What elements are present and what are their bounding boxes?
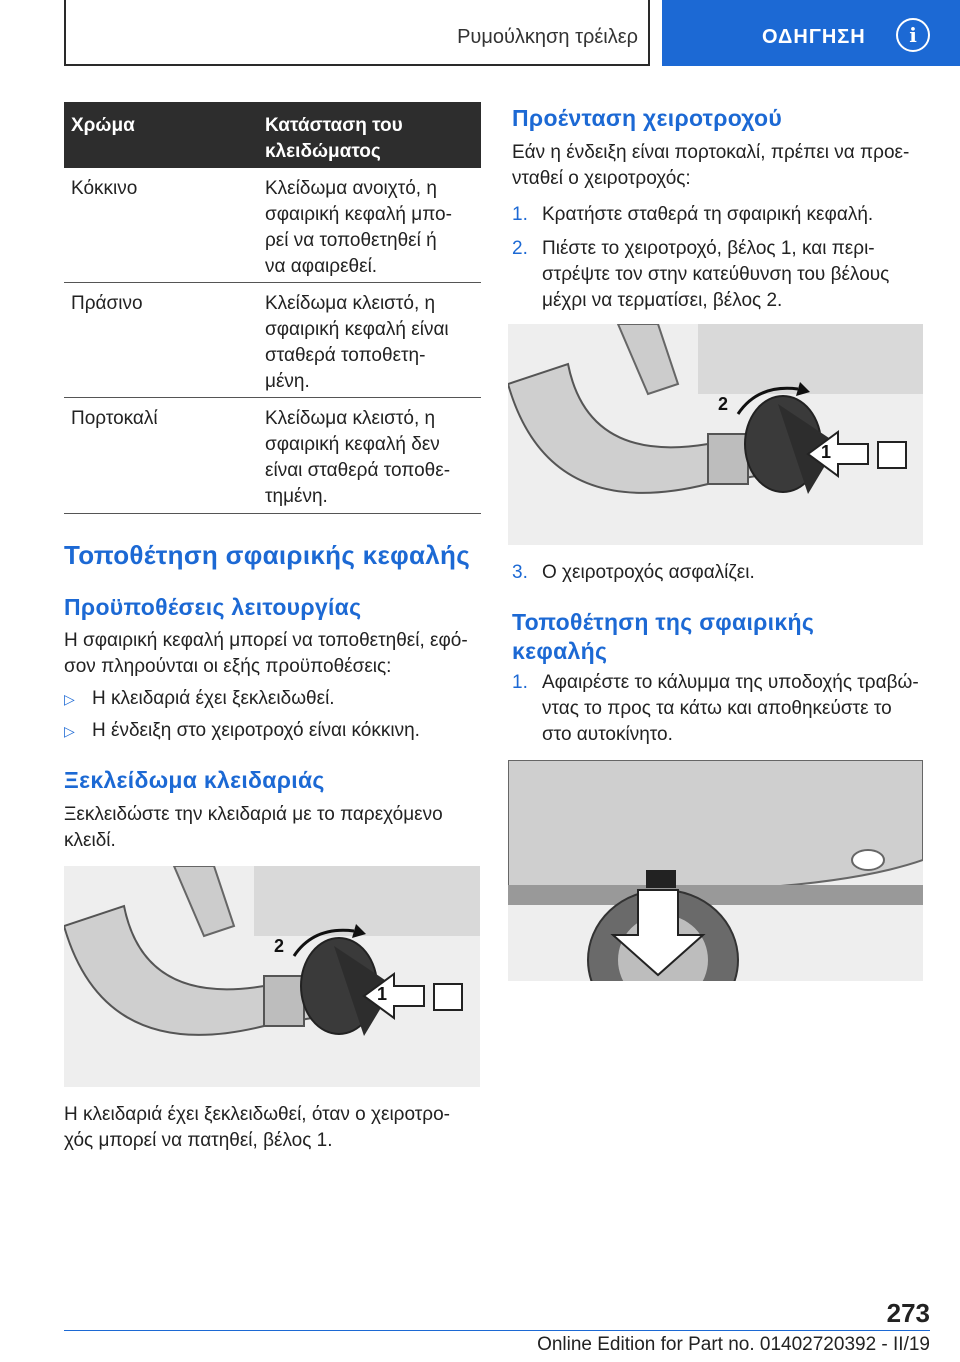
arrow-2-label: 2 — [718, 394, 729, 414]
arrow-1-label: 1 — [821, 442, 832, 462]
step-text: Πιέστε το χειροτροχό, βέλος 1, και περι‐ στρέψτε τον στην κατεύθυνση του βέλους μέχρι να τερματίσει, βέλος 2. — [542, 238, 890, 311]
list-item — [64, 686, 484, 712]
arrow-2-label: 2 — [274, 936, 285, 956]
list-item — [512, 236, 932, 314]
subheading-unlock: Ξεκλείδωμα κλειδαριάς — [64, 767, 325, 793]
list-item — [64, 718, 484, 744]
table-row — [64, 168, 481, 283]
chapter-tab[interactable] — [662, 0, 960, 66]
lock-status-table — [64, 102, 481, 514]
figure-caption: Η κλειδαριά έχει ξεκλειδωθεί, όταν ο χειροτρο‐ χός μπορεί να πατηθεί, βέλος 1. — [64, 1104, 450, 1151]
column-header-color: Χρώμα — [71, 115, 135, 136]
table-row — [64, 283, 481, 398]
unlock-text: Ξεκλειδώστε την κλειδαριά με το παρεχόμενο κλειδί. — [64, 804, 443, 851]
footer-divider — [64, 1330, 930, 1331]
figure-handwheel-pretension — [508, 324, 923, 545]
prerequisites-text: Η σφαιρική κεφαλή μπορεί να τοποθετηθεί, εφό‐ σον πληρούνται οι εξής προϋποθέσεις: — [64, 630, 468, 677]
step-text: Ο χειροτροχός ασφαλίζει. — [542, 562, 755, 583]
table-cell-status: Κλείδωμα κλειστό, η σφαιρική κεφαλή είναι σταθερά τοποθετη‐ μένη. — [265, 293, 449, 392]
subheading-prerequisites: Προϋποθέσεις λειτουργίας — [64, 594, 362, 620]
step-number: 2. — [512, 238, 528, 259]
table-header-row — [64, 102, 481, 168]
table-cell-color: Πράσινο — [71, 293, 143, 314]
list-item-text: Η ένδειξη στο χειροτροχό είναι κόκκινη. — [92, 720, 420, 741]
list-item — [512, 560, 932, 586]
list-item — [512, 202, 932, 228]
step-number: 1. — [512, 204, 528, 225]
section-title: Ρυμούλκηση τρέιλερ — [457, 26, 638, 48]
triangle-bullet-icon: ▷ — [64, 691, 75, 707]
section-heading-mounting: Τοποθέτηση σφαιρικής κεφαλής — [64, 540, 471, 570]
table-row — [64, 398, 481, 514]
table-cell-color: Κόκκινο — [71, 178, 138, 199]
figure-receiver-cover — [508, 760, 923, 981]
step-number: 3. — [512, 562, 528, 583]
page-number: 273 — [886, 1298, 930, 1328]
pretension-text: Εάν η ένδειξη είναι πορτοκαλί, πρέπει να προε‐ νταθεί ο χειροτροχός: — [512, 142, 910, 189]
step-number: 1. — [512, 672, 528, 693]
step-text: Αφαιρέστε το κάλυμμα της υποδοχής τραβώ‐ ντας το προς τα κάτω και αποθηκεύστε το στο αυτοκίνητο. — [542, 672, 919, 745]
chapter-tab-label: ΟΔΗΓΗΣΗ — [762, 26, 866, 48]
subheading-pretension: Προένταση χειροτροχού — [512, 105, 783, 131]
table-cell-status: Κλείδωμα ανοιχτό, η σφαιρική κεφαλή μπο‐ ρεί να τοποθετηθεί ή να αφαιρεθεί. — [265, 178, 452, 277]
subheading-mount-ball-head: Τοποθέτηση της σφαιρικής κεφαλής — [512, 609, 815, 664]
list-item-text: Η κλειδαριά έχει ξεκλειδωθεί. — [92, 688, 335, 709]
figure-handwheel-unlocked — [64, 866, 480, 1087]
table-cell-status: Κλείδωμα κλειστό, η σφαιρική κεφαλή δεν είναι σταθερά τοποθε‐ τημένη. — [265, 408, 451, 507]
triangle-bullet-icon: ▷ — [64, 723, 75, 739]
table-cell-color: Πορτοκαλί — [71, 408, 158, 429]
column-header-status: Κατάσταση του κλειδώματος — [265, 115, 403, 162]
step-text: Κρατήστε σταθερά τη σφαιρική κεφαλή. — [542, 204, 874, 225]
list-item — [512, 670, 932, 748]
arrow-1-label: 1 — [377, 984, 388, 1004]
edition-note: Online Edition for Part no. 01402720392 - II/19 — [537, 1334, 930, 1355]
info-icon[interactable]: i — [896, 18, 930, 52]
